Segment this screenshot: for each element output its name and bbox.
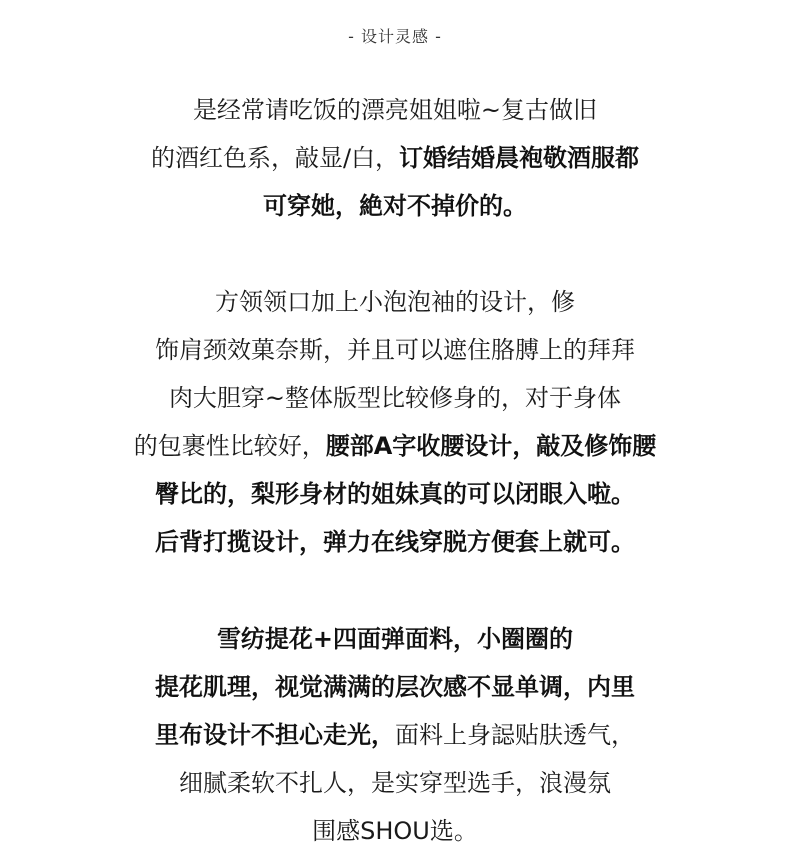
paragraph-text: 的包裹性比较好， [133,432,326,460]
paragraph-line: 是经常请吃饭的漂亮姐姐啦~复古做旧 [192,96,598,124]
design-details-paragraph [0,278,790,566]
paragraph-bold-text: 里布设计不担心走光， [155,721,395,749]
paragraph-line [0,134,790,182]
paragraph-line: 肉大胆穿~整体版型比较修身的，对于身体 [168,384,622,412]
fabric-paragraph [0,615,790,855]
design-inspiration-paragraph [0,86,790,230]
paragraph-line: 臀比的，梨形身材的姐妹真的可以闭眼入啦。 [155,480,635,508]
paragraph-line: 提花肌理，视觉满满的层次感不显单调，内里 [155,673,635,701]
paragraph-line: 可穿她，絶对不掉价的。 [263,192,527,220]
paragraph-line: 细腻柔软不扎人，是实穿型选手，浪漫氛 [179,769,611,797]
section-title: - 设计灵感 - [348,27,442,46]
paragraph-line: 后背打揽设计，弹力在线穿脱方便套上就可。 [155,528,635,556]
paragraph-text: 的酒红色系，敲显/白， [150,144,400,172]
paragraph-bold-text: 订婚结婚晨袍敬酒服都 [399,144,640,172]
paragraph-bold-text: 腰部A字收腰设计，敲及修饰腰 [325,432,657,460]
paragraph-line: 饰肩颈效菓奈斯，并且可以遮住胳膊上的拜拜 [155,336,635,364]
paragraph-line [0,711,790,759]
paragraph-line [0,422,790,470]
paragraph-line: 围感SHOU选。 [312,817,478,845]
paragraph-line: 方领领口加上小泡泡袖的设计，修 [215,288,575,316]
paragraph-text: 面料上身誋贴肤透气， [395,721,635,749]
paragraph-line: 雪纺提花+四面弹面料，小圈圈的 [216,625,574,653]
